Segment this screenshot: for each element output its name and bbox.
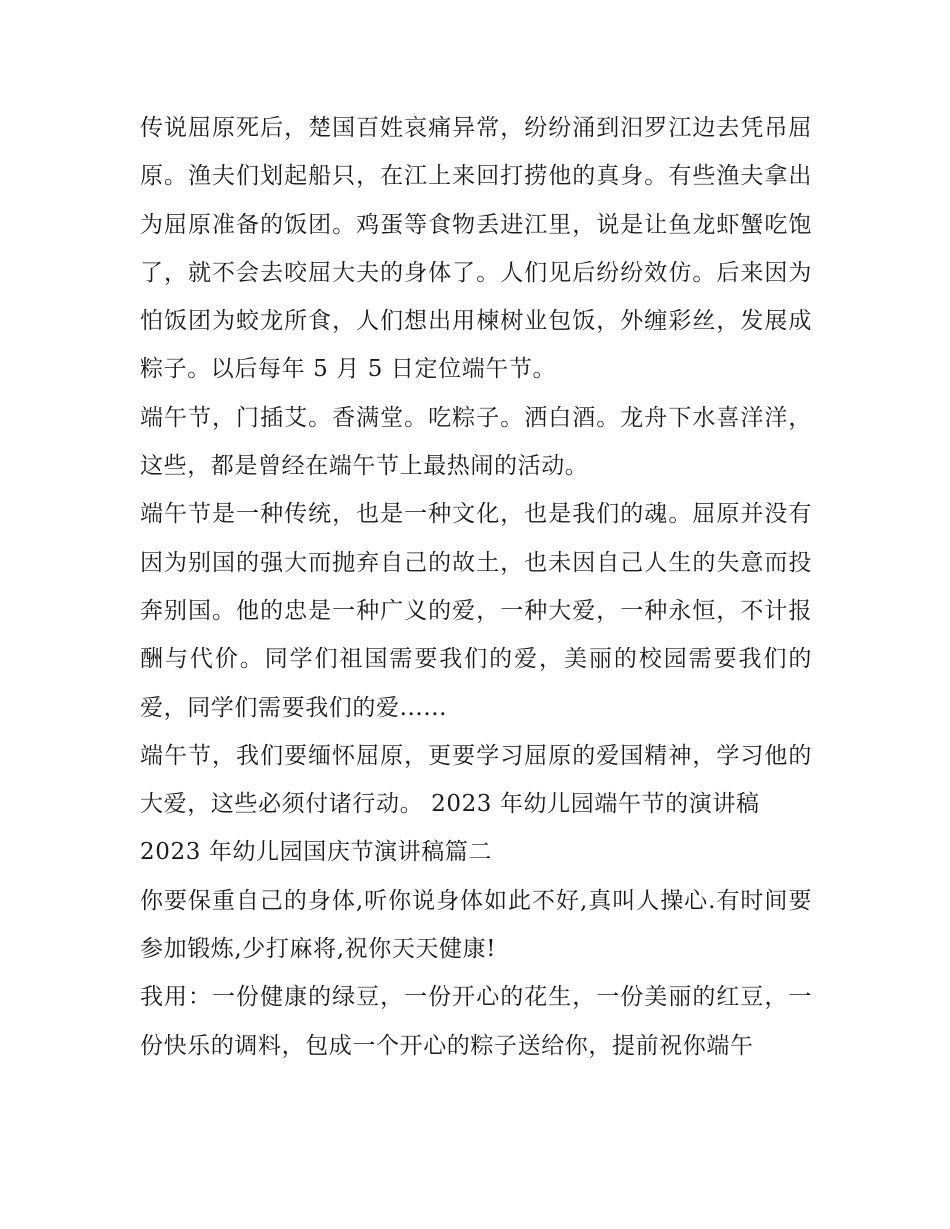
- paragraph-tradition-culture: 端午节是一种传统，也是一种文化，也是我们的魂。屈原并没有因为别国的强大而抛弃自己的故土，也未因自己人生的失意而投奔别国。他的忠是一种广义的爱，一种大爱，一种永恒，不计报酬与代价。同学们祖国需要我们的爱，美丽的校园需要我们的爱，同学们需要我们的爱......: [140, 501, 812, 721]
- section-heading: 2023 年幼儿园国庆节演讲稿篇二: [140, 839, 493, 866]
- document-body: [140, 104, 812, 1070]
- paragraph-festival-customs: 端午节，门插艾。香满堂。吃粽子。洒白酒。龙舟下水喜洋洋，这些，都是曾经在端午节上最热闹的活动。: [140, 404, 812, 480]
- paragraph-health-wishes: 你要保重自己的身体,听你说身体如此不好,真叫人操心.有时间要参加锻炼,少打麻将,祝你天天健康!: [140, 887, 812, 963]
- paragraph-remember-quyuan: 端午节，我们要缅怀屈原，更要学习屈原的爱国精神，学习他的大爱，这些必须付诸行动。 2023 年幼儿园端午节的演讲稿: [140, 742, 812, 818]
- paragraph-quyuan-legend: 传说屈原死后，楚国百姓哀痛异常，纷纷涌到汨罗江边去凭吊屈原。渔夫们划起船只，在江上来回打捞他的真身。有些渔夫拿出为屈原准备的饭团。鸡蛋等食物丢进江里，说是让鱼龙虾蟹吃饱了，就不会去咬屈大夫的身体了。人们见后纷纷效仿。后来因为怕饭团为蛟龙所食，人们想出用楝树业包饭，外缠彩丝，发展成粽子。以后每年 5 月 5 日定位端午节。: [140, 115, 812, 383]
- paragraph-zongzi-greeting: 我用：一份健康的绿豆，一份开心的花生，一份美丽的红豆，一份快乐的调料，包成一个开心的粽子送给你，提前祝你端午: [140, 984, 812, 1059]
